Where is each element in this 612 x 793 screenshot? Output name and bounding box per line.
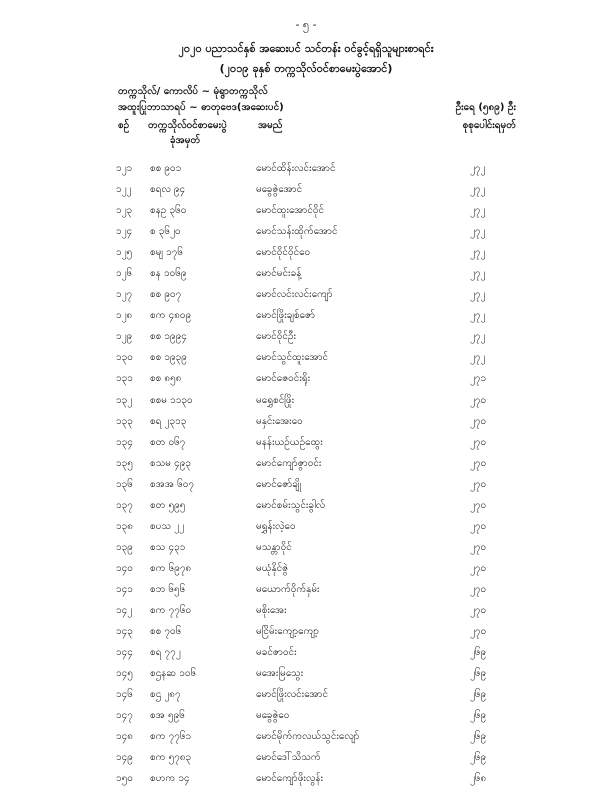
row-number: ၁၂၇: [116, 289, 133, 301]
table-row: [0, 625, 612, 646]
student-name: မခွေဇွဲအောင်: [256, 184, 303, 196]
row-number: ၁၃၆: [116, 478, 133, 490]
student-name: မနန်းယဉ်ယဉ်ထွေး: [256, 436, 323, 448]
roll-number: စဌနဆ ၁၀၆: [150, 668, 197, 680]
header-name: အမည်: [258, 120, 283, 131]
table-row: [0, 478, 612, 499]
table-row: [0, 499, 612, 520]
table-row: [0, 351, 612, 372]
total-score: ၂၇၂: [470, 205, 486, 217]
student-name: မရွှေစင်ဖြိုး: [256, 394, 295, 406]
table-row: [0, 330, 612, 351]
roll-number: စသမ ၄၉၃: [150, 457, 192, 469]
table-row: [0, 162, 612, 183]
roll-number: စက ၇၇၆၁: [150, 731, 192, 743]
university-label: တက္ကသိုလ်/ ကောလိပ် ~ မုံရွာတက္ကသိုလ်: [118, 86, 268, 97]
row-number: ၁၄၅: [116, 668, 133, 680]
table-row: [0, 204, 612, 225]
student-name: မခင်ဇာဝင်း: [256, 647, 297, 659]
table-row: [0, 267, 612, 288]
total-score: ၂၇၂: [470, 163, 486, 174]
total-score: ၂၇၂: [470, 289, 486, 301]
student-name: မအေးမြသွေး: [256, 668, 304, 680]
total-score: ၂၇၀: [470, 457, 487, 469]
table-row: [0, 309, 612, 330]
row-number: ၁၄၉: [116, 752, 133, 764]
row-number: ၁၂၅: [116, 247, 133, 259]
roll-number: စစ ၁၉၃၉: [150, 352, 187, 364]
row-number: ၁၃၂: [116, 394, 133, 406]
roll-number: စစမ ၁၁၃၀: [150, 394, 193, 406]
student-name: မသန္တာဝိုင်: [256, 541, 292, 553]
roll-number: စက ၅၇၈၃: [150, 752, 192, 764]
row-number: ၁၅၀: [116, 773, 133, 785]
row-number: ၁၂၃: [116, 205, 133, 217]
row-number: ၁၂၁: [116, 163, 133, 174]
total-score: ၂၇၀: [470, 562, 487, 574]
total-score: ၂၇၂: [470, 184, 486, 196]
page-number: - ၅ -: [295, 18, 317, 31]
total-score: ၂၇၀: [470, 520, 487, 532]
row-number: ၁၃၄: [116, 436, 133, 448]
roll-number: စရ ၇၇၂: [150, 647, 181, 659]
table-row: [0, 562, 612, 583]
roll-number: စရလ ၉၄: [150, 184, 186, 196]
total-score: ၂၆၉: [470, 647, 487, 659]
student-name: မောင်သန်းထိုက်အောင်: [256, 226, 338, 238]
total-score: ၂၇၀: [470, 478, 487, 490]
student-name: မောင်သွင်ထူးအောင်: [256, 352, 329, 364]
total-score: ၂၆၉: [470, 689, 487, 701]
total-score: ၂၇၀: [470, 436, 487, 448]
roll-number: စနဥ ၃၆၀: [150, 205, 187, 217]
student-name: မောင်ဖြိုးလင်းအောင်: [256, 689, 329, 701]
student-name: မောင်စမ်းသွင်းခွါလ်: [256, 499, 326, 511]
total-score: ၂၇၂: [470, 331, 486, 343]
student-name: မောင်ထူးအောင်ဝိုင်: [256, 205, 325, 217]
roll-number: စက ၆၉၇၈: [150, 562, 192, 574]
results-table: [0, 162, 612, 793]
student-name: မောင်ကျော်ဇွာဝင်း: [256, 457, 322, 469]
row-number: ၁၄၀: [116, 562, 133, 574]
total-score: ၂၇၀: [470, 604, 487, 616]
header-roll-sub: ခုံအမှတ်: [170, 135, 201, 146]
row-number: ၁၄၃: [116, 626, 133, 638]
total-score: ၂၇၂: [470, 310, 486, 322]
student-name: မောင်ဒေါ်သိသက်: [256, 752, 321, 764]
table-row: [0, 183, 612, 204]
roll-number: စဘ ၆၅၆: [150, 583, 186, 595]
row-number: ၁၄၈: [116, 731, 133, 743]
roll-number: စမျ ၁၇၆: [150, 247, 183, 259]
student-name: မောင်ကျော်ဖိုးလွန်း: [256, 773, 324, 785]
total-score: ၂၇၀: [470, 583, 487, 595]
student-name: မနှင်းအေးဝေ: [256, 415, 303, 427]
roll-number: စသ ၄၃၁: [150, 541, 186, 553]
total-score: ၂၇၀: [470, 394, 487, 406]
row-number: ၁၂၉: [116, 331, 133, 343]
row-number: ၁၃၉: [116, 541, 133, 553]
row-number: ၁၄၁: [116, 583, 133, 595]
total-score: ၂၇၀: [470, 415, 487, 427]
row-number: ၁၃၅: [116, 457, 133, 469]
roll-number: စစ ၉၀၁: [150, 163, 182, 174]
roll-number: စစ ၈၅၈: [150, 373, 182, 385]
roll-number: စန ၁၀၆၉: [150, 268, 187, 280]
total-score: ၂၆၈: [470, 773, 487, 785]
student-name: မယုံနိုင်ဇွဲ: [256, 562, 289, 574]
roll-number: စက ၇၇၆၀: [150, 604, 192, 616]
row-number: ၁၄၂: [116, 604, 133, 616]
roll-number: စ ၃၆၂၀: [150, 226, 181, 238]
roll-number: စဟက ၁၄: [150, 773, 190, 785]
table-row: [0, 246, 612, 267]
row-number: ၁၄၄: [116, 647, 133, 659]
student-name: မောင်ဖြိုးချစ်ဇော်: [256, 310, 316, 322]
table-row: [0, 688, 612, 709]
table-row: [0, 372, 612, 393]
table-row: [0, 730, 612, 751]
row-number: ၁၃၃: [116, 415, 133, 427]
student-name: မောင်ဝိုင်ဝိုင်ဝေ: [256, 247, 311, 259]
roll-number: စစ ၉၀၇: [150, 289, 182, 301]
total-score: ၂၆၉: [470, 752, 487, 764]
row-number: ၁၂၈: [116, 310, 133, 322]
table-row: [0, 541, 612, 562]
document-title: ၂၀၂၀ ပညာသင်နှစ် အဆေးပင် သင်တန်း ဝင်ခွင့်ရရှိသူများစာရင်း: [178, 42, 434, 55]
row-number: ၁၂၄: [116, 226, 133, 238]
roll-number: စအ ၅၉၆: [150, 710, 185, 722]
row-number: ၁၃၈: [116, 520, 133, 532]
table-row: [0, 772, 612, 793]
table-row: [0, 415, 612, 436]
row-number: ၁၃၀: [116, 352, 133, 364]
total-score: ၂၇၀: [470, 541, 487, 553]
roll-number: စရ ၂၃၁၃: [150, 415, 187, 427]
student-name: မောင်မိုက်ကလယ်သွင်းလျော်: [256, 731, 360, 743]
roll-number: စအအ ၆၀၇: [150, 478, 195, 490]
header-roll: တက္ကသိုလ်ဝင်စာမေးပွဲ: [148, 120, 227, 131]
table-row: [0, 436, 612, 457]
document-subtitle: (၂၀၁၉ ခုနှစ် တက္ကသိုလ်ဝင်စာမေးပွဲအောင်): [219, 62, 393, 75]
total-score: ၂၇၂: [470, 352, 486, 364]
table-row: [0, 520, 612, 541]
roll-number: စစ ၁၉၉၄: [150, 331, 187, 343]
student-name: မရွှန်းလဲ့ဝေ: [256, 520, 296, 532]
table-row: [0, 457, 612, 478]
major-label: အထူးပြုဘာသာရပ် ~ ဓာတုဗေဒ(အဆေးပင်): [118, 102, 284, 113]
total-score: ၂၇၂: [470, 247, 486, 259]
table-row: [0, 583, 612, 604]
table-row: [0, 646, 612, 667]
student-name: မောင်ဝိုင်ဦး: [256, 331, 297, 343]
row-number: ၁၃၁: [116, 373, 133, 385]
roll-number: စစ ၇၀၆: [150, 626, 182, 638]
student-name: မောင်လင်းလင်းကျော်: [256, 289, 333, 301]
header-no: စဉ်: [118, 120, 130, 131]
total-score: ၂၆၉: [470, 710, 487, 722]
total-score: ၂၇၂: [470, 226, 486, 238]
total-score: ၂၇၁: [470, 373, 487, 385]
student-name: မောင်ဇေဝင်းရိုး: [256, 373, 311, 385]
student-name: မောင်ဇော်ချို: [256, 478, 301, 490]
total-score: ၂၇၂: [470, 268, 486, 280]
roll-number: စဌ ၂၈၇: [150, 689, 181, 701]
row-number: ၁၂၆: [116, 268, 133, 280]
table-row: [0, 604, 612, 625]
total-score: ၂၆၉: [470, 731, 487, 743]
table-row: [0, 394, 612, 415]
total-score: ၂၇၀: [470, 499, 487, 511]
student-name: မခွေဇွဲဝေ: [256, 710, 290, 722]
total-count-label: ဦးရေ (၅၈၉) ဦး: [455, 102, 516, 113]
roll-number: စတ ၀၆၇: [150, 436, 186, 448]
student-name: မယောက်ဝိုက်နှမ်း: [256, 583, 320, 595]
student-name: မစိုးအေး: [256, 604, 287, 616]
table-row: [0, 709, 612, 730]
roll-number: စတ ၅၉၅: [150, 499, 186, 511]
table-row: [0, 751, 612, 772]
total-score: ၂၆၉: [470, 668, 487, 680]
row-number: ၁၄၆: [116, 689, 133, 701]
student-name: မောင်မင်းခန့်: [256, 268, 302, 280]
student-name: မငြိမ်းကျော့ကျော့: [256, 626, 320, 638]
table-row: [0, 288, 612, 309]
table-row: [0, 667, 612, 688]
row-number: ၁၂၂: [116, 184, 132, 196]
table-row: [0, 225, 612, 246]
student-name: မောင်ထိန်းလင်းအောင်: [256, 163, 336, 174]
total-score: ၂၇၀: [470, 626, 487, 638]
row-number: ၁၄၇: [116, 710, 133, 722]
roll-number: စက ၄၈၀၉: [150, 310, 192, 322]
header-score: စုစုပေါင်းရမှတ်: [462, 120, 516, 131]
roll-number: စပသ ၂၂: [150, 520, 184, 532]
row-number: ၁၃၇: [116, 499, 133, 511]
